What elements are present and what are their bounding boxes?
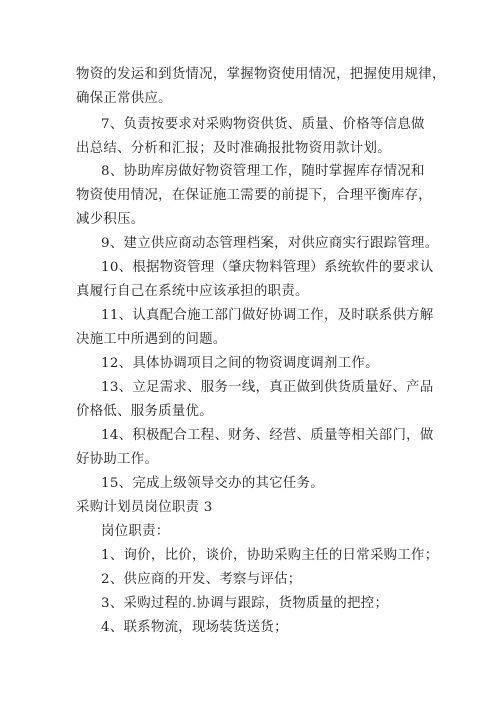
text-line: 价格低、服务质量优。	[76, 404, 213, 419]
list-item-12-line: 12、具体协调项目之间的物资调度调剂工作。	[101, 356, 379, 371]
text-line: 物资的发运和到货情况，掌握物资使用情况，把握使用规律，	[76, 67, 446, 82]
duty-item-4: 4、联系物流，现场装货送货；	[101, 620, 288, 635]
text-line: 真履行自己在系统中应该承担的职责。	[76, 284, 309, 299]
list-item-10-line: 10、根据物资管理（肇庆物料管理）系统软件的要求认	[101, 260, 434, 275]
list-item-15-line: 15、完成上级领导交办的其它任务。	[101, 476, 324, 491]
text-line: 好协助工作。	[76, 452, 159, 467]
list-item-8-line: 8、协助库房做好物资管理工作，随时掌握库存情况和	[101, 164, 425, 179]
list-item-14-line: 14、积极配合工程、财务、经营、质量等相关部门，做	[101, 428, 434, 443]
duty-item-1: 1、询价，比价，谈价，协助采购主任的日常采购工作；	[101, 548, 439, 563]
list-item-7-line: 7、负责按要求对采购物资供货、质量、价格等信息做	[101, 117, 425, 132]
text-line: 决施工中所遇到的问题。	[76, 332, 227, 347]
list-item-13-line: 13、立足需求、服务一线，真正做到供货质量好、产品	[101, 380, 434, 395]
text-line: 物资使用情况，在保证施工需要的前提下，合理平衡库存，	[76, 188, 432, 203]
duty-item-2: 2、供应商的开发、考察与评估；	[101, 572, 302, 587]
text-line: 减少积压。	[76, 212, 145, 227]
subheading: 岗位职责：	[101, 524, 170, 539]
list-item-11-line: 11、认真配合施工部门做好协调工作，及时联系供方解	[101, 308, 434, 323]
text-line: 出总结、分析和汇报；及时准确报批物资用款计划。	[76, 141, 391, 156]
duty-item-3: 3、采购过程的.协调与跟踪，货物质量的把控；	[101, 596, 389, 611]
text-line: 确保正常供应。	[76, 91, 172, 106]
list-item-9-line: 9、建立供应商动态管理档案，对供应商实行跟踪管理。	[101, 236, 439, 251]
section-heading: 采购计划员岗位职责 3	[76, 500, 213, 515]
